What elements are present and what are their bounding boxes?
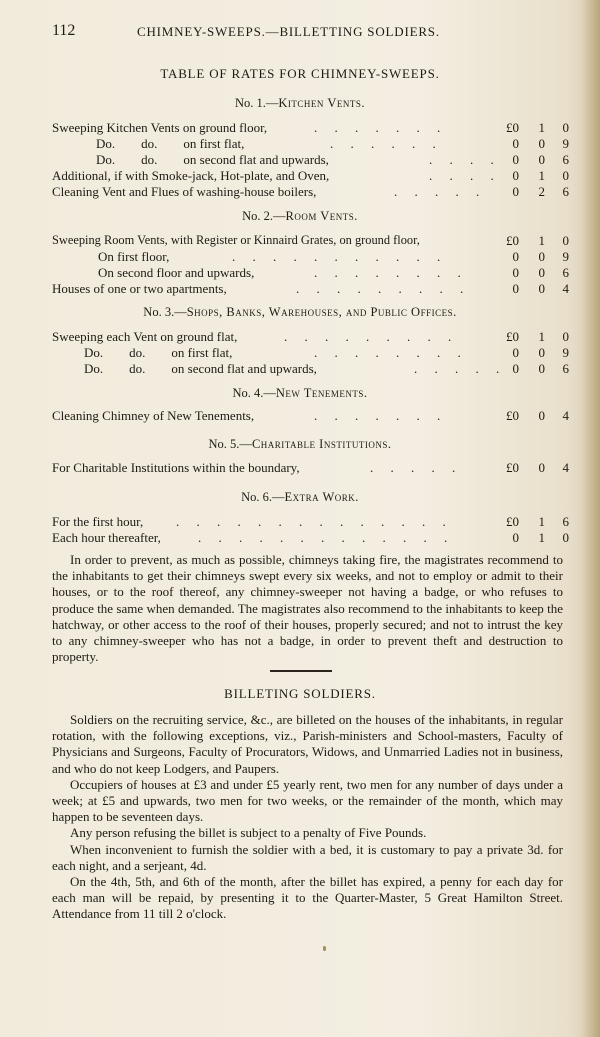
rate-pounds: 0 xyxy=(512,152,519,167)
rate-shillings: 1 xyxy=(538,233,545,248)
billeting-paragraph: On the 4th, 5th, and 6th of the month, after the billet has expired, a penny for each day for each man will be repaid, by presenting it to the Quarter-Master, 5 Great Hamilton Street. Attendance from 11 till 2 o'clock. xyxy=(52,874,563,922)
rate-label: Do. do. on first flat, xyxy=(84,345,233,360)
billeting-text xyxy=(52,712,563,923)
billeting-paragraph: Any person refusing the billet is subject to a penalty of Five Pounds. xyxy=(70,825,427,841)
leader-dots: . . . . xyxy=(429,152,501,167)
section-heading-charitable xyxy=(0,437,600,452)
rate-row xyxy=(52,249,572,265)
section-name: Kitchen Vents. xyxy=(278,96,365,110)
billeting-paragraph: Soldiers on the recruiting service, &c., are billeted on the houses of the inhabitants, in regular rotation, with the following exceptions, viz., Parish-ministers and School-masters, Faculty of Physicians and Surgeons, Faculty of Procurators, Widows, and Unmarried Ladies not in business, and who do not keep Lodgers, and Paupers. xyxy=(52,712,563,776)
rate-pence: 4 xyxy=(562,281,569,296)
section-heading-extra-work xyxy=(0,490,600,505)
section-number: No. 3.— xyxy=(143,305,187,319)
rate-label: Cleaning Vent and Flues of washing-house boilers, xyxy=(52,184,317,199)
section-heading-shops-banks xyxy=(0,305,600,320)
rate-row xyxy=(52,329,572,345)
rate-pence: 4 xyxy=(562,460,569,475)
rate-label: On second floor and upwards, xyxy=(98,265,255,280)
rate-pence: 0 xyxy=(562,233,569,248)
rate-row xyxy=(52,184,572,200)
rate-pounds: 0 xyxy=(512,345,519,360)
leader-dots: . . . . . . . . . xyxy=(296,281,471,296)
leader-dots: . . . . . xyxy=(394,184,487,199)
paper-speck xyxy=(323,946,326,951)
rate-shillings: 0 xyxy=(538,281,545,296)
rate-pence: 6 xyxy=(562,265,569,280)
leader-dots: . . . . xyxy=(429,168,501,183)
section-divider xyxy=(270,670,332,672)
leader-dots: . . . . . . . . xyxy=(314,345,468,360)
rate-pounds: £0 xyxy=(506,408,519,423)
rate-shillings: 0 xyxy=(538,345,545,360)
rate-label: Cleaning Chimney of New Tenements, xyxy=(52,408,255,423)
section-heading-new-tenements xyxy=(0,386,600,401)
rate-pounds: 0 xyxy=(512,281,519,296)
rate-pounds: £0 xyxy=(506,120,519,135)
rate-shillings: 1 xyxy=(538,168,545,183)
rate-label: Do. do. on second flat and upwards, xyxy=(96,152,329,167)
rate-pounds: 0 xyxy=(512,530,519,545)
chimney-note xyxy=(52,552,563,665)
leader-dots: . . . . . xyxy=(414,361,507,376)
rate-pence: 9 xyxy=(562,249,569,264)
rate-label: Sweeping each Vent on ground flat, xyxy=(52,329,238,344)
rate-shillings: 1 xyxy=(538,530,545,545)
rate-pounds: £0 xyxy=(506,233,519,248)
section-name: Shops, Banks, Warehouses, and Public Offices. xyxy=(186,305,457,319)
section-number: No. 5.— xyxy=(208,437,252,451)
chimney-note-text: In order to prevent, as much as possible, chimneys taking fire, the magistrates recommend to the inhabitants to get their chimneys swept every six weeks, and not to employ or admit to their houses, or to the roof thereof, any chimney-sweeper not having a badge, or who refuses to produce the same when demanded. The magistrates also recommend to the inhabitants to keep the hatchway, or other access to the roof of their houses, properly secured; and not to intrust the key to any chimney-sweeper who has not a badge, in order to prevent theft and destruction to property. xyxy=(52,552,563,665)
leader-dots: . . . . . . . . . . . xyxy=(232,249,448,264)
rate-shillings: 1 xyxy=(538,329,545,344)
rate-label: Each hour thereafter, xyxy=(52,530,161,545)
rate-pounds: 0 xyxy=(512,184,519,199)
section-heading-room-vents xyxy=(0,209,600,224)
rate-label: Houses of one or two apartments, xyxy=(52,281,227,296)
section-heading-kitchen-vents xyxy=(0,96,600,111)
section-name: Room Vents. xyxy=(285,209,358,223)
billeting-heading: BILLETING SOLDIERS. xyxy=(224,686,376,701)
rate-row xyxy=(52,460,572,476)
rate-pence: 4 xyxy=(562,408,569,423)
leader-dots: . . . . . xyxy=(370,460,463,475)
rate-row xyxy=(52,345,572,361)
rate-pence: 6 xyxy=(562,152,569,167)
section-number: No. 6.— xyxy=(241,490,285,504)
rate-label: For Charitable Institutions within the boundary, xyxy=(52,460,300,475)
rate-pence: 6 xyxy=(562,514,569,529)
page-gutter xyxy=(580,0,600,1037)
section-number: No. 4.— xyxy=(232,386,276,400)
rate-label: For the first hour, xyxy=(52,514,144,529)
rate-shillings: 0 xyxy=(538,136,545,151)
rate-pounds: £0 xyxy=(506,514,519,529)
leader-dots: . . . . . . . . . . . . . xyxy=(198,530,455,545)
rate-pounds: 0 xyxy=(512,265,519,280)
leader-dots: . . . . . . . . . . . . . . xyxy=(176,514,453,529)
rate-row xyxy=(52,361,572,377)
billeting-paragraph: When inconvenient to furnish the soldier with a bed, it is customary to pay a private 3d. for each night, and a serjeant, 4d. xyxy=(52,841,563,873)
section-number: No. 2.— xyxy=(242,209,286,223)
rate-shillings: 0 xyxy=(538,152,545,167)
page-number: 112 xyxy=(52,22,76,39)
rate-pence: 6 xyxy=(562,361,569,376)
section-number: No. 1.— xyxy=(235,96,279,110)
rate-shillings: 1 xyxy=(538,514,545,529)
rate-label: Sweeping Kitchen Vents on ground floor, xyxy=(52,120,268,135)
rate-label: Additional, if with Smoke-jack, Hot-plate, and Oven, xyxy=(52,168,330,183)
rate-row xyxy=(52,152,572,168)
rate-label: Do. do. on first flat, xyxy=(96,136,245,151)
rate-shillings: 0 xyxy=(538,265,545,280)
rate-shillings: 0 xyxy=(538,408,545,423)
rate-pence: 9 xyxy=(562,136,569,151)
rate-label: On first floor, xyxy=(98,249,170,264)
rate-pence: 0 xyxy=(562,120,569,135)
rate-row xyxy=(52,136,572,152)
leader-dots: . . . . . . . . xyxy=(314,265,468,280)
rate-shillings: 0 xyxy=(538,460,545,475)
rate-row xyxy=(52,408,572,424)
rate-row xyxy=(52,168,572,184)
table-title: TABLE OF RATES FOR CHIMNEY-SWEEPS. xyxy=(160,66,440,81)
leader-dots: . . . . . . xyxy=(330,136,443,151)
rate-shillings: 0 xyxy=(538,361,545,376)
rate-pence: 0 xyxy=(562,530,569,545)
rate-pounds: £0 xyxy=(506,460,519,475)
rate-row xyxy=(52,120,572,136)
section-name: Charitable Institutions. xyxy=(251,437,392,451)
rate-row xyxy=(52,233,572,249)
rate-pounds: 0 xyxy=(512,361,519,376)
rate-pounds: £0 xyxy=(506,329,519,344)
rate-pence: 6 xyxy=(562,184,569,199)
rate-row xyxy=(52,530,572,546)
rate-pence: 0 xyxy=(562,329,569,344)
leader-dots: . . . . . . . . . xyxy=(284,329,459,344)
rate-pence: 9 xyxy=(562,345,569,360)
running-title: CHIMNEY-SWEEPS.—BILLETTING SOLDIERS. xyxy=(137,24,440,39)
rate-label: Do. do. on second flat and upwards, xyxy=(84,361,317,376)
section-name: Extra Work. xyxy=(284,490,359,504)
rate-shillings: 1 xyxy=(538,120,545,135)
rate-shillings: 0 xyxy=(538,249,545,264)
leader-dots: . . . . . . . xyxy=(314,120,448,135)
rate-pounds: 0 xyxy=(512,136,519,151)
rate-pence: 0 xyxy=(562,168,569,183)
billeting-paragraph: Occupiers of houses at £3 and under £5 yearly rent, two men for any number of days under a week; at £5 and upwards, two men for two weeks, or the remainder of the month, which may happen to be seventeen days. xyxy=(52,776,563,825)
rate-row xyxy=(52,265,572,281)
rate-row xyxy=(52,514,572,530)
rate-pounds: 0 xyxy=(512,249,519,264)
rate-shillings: 2 xyxy=(538,184,545,199)
rate-label: Sweeping Room Vents, with Register or Kinnaird Grates, on ground floor, xyxy=(52,233,420,247)
leader-dots: . . . . . . . xyxy=(314,408,448,423)
rate-row xyxy=(52,281,572,297)
rate-pounds: 0 xyxy=(512,168,519,183)
section-name: New Tenements. xyxy=(275,386,368,400)
